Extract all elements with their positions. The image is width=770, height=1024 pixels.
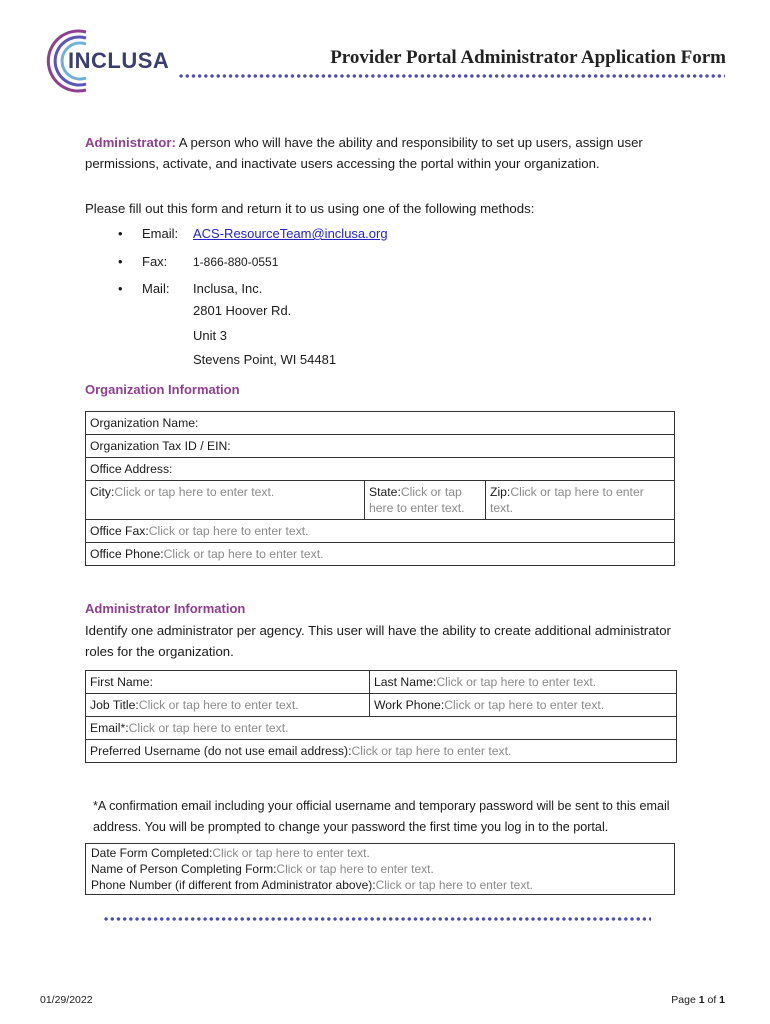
job-title-label: Job Title:: [90, 698, 139, 712]
state-label: State:: [369, 485, 401, 499]
org-tax-cell[interactable]: [86, 435, 675, 458]
footer-date: 01/29/2022: [40, 994, 93, 1006]
office-fax-label: Office Fax:: [90, 524, 149, 538]
bullet-icon: •: [118, 226, 123, 241]
page-current: 1: [698, 994, 705, 1006]
email-link[interactable]: ACS-ResourceTeam@inclusa.org: [193, 226, 388, 241]
date-completed-cell[interactable]: [86, 844, 675, 895]
zip-cell[interactable]: [486, 481, 675, 520]
admin-info-table: [85, 670, 677, 763]
admin-email-label: Email*:: [90, 721, 129, 735]
confirmation-note: *A confirmation email including your official username and temporary password will be sent to this email address. You will be prompted to change your password the first time you log in to the portal.: [93, 799, 670, 834]
admin-email-cell[interactable]: [86, 717, 677, 740]
admin-section-heading: Administrator Information: [85, 601, 246, 616]
intro-paragraph: [85, 132, 685, 174]
city-input[interactable]: Click or tap here to enter text.: [114, 485, 275, 499]
page-title: Provider Portal Administrator Application Form: [330, 47, 726, 68]
last-name-input[interactable]: Click or tap here to enter text.: [436, 675, 597, 689]
mail-line: 2801 Hoover Rd.: [193, 303, 292, 318]
username-input[interactable]: Click or tap here to enter text.: [351, 744, 512, 758]
office-address-cell[interactable]: [86, 458, 675, 481]
office-fax-cell[interactable]: [86, 520, 675, 543]
work-phone-label: Work Phone:: [374, 698, 445, 712]
city-label: City:: [90, 485, 115, 499]
office-phone-label: Office Phone:: [90, 547, 164, 561]
org-tax-label: Organization Tax ID / EIN:: [90, 439, 231, 453]
zip-input[interactable]: Click or tap here to enter text.: [490, 485, 644, 515]
work-phone-cell[interactable]: [370, 694, 677, 717]
zip-label: Zip:: [490, 485, 511, 499]
admin-description: Identify one administrator per agency. This user will have the ability to create additional administrator roles for the organization.: [85, 623, 671, 659]
username-cell[interactable]: [86, 740, 677, 763]
username-label: Preferred Username (do not use email address):: [90, 744, 352, 758]
page-total: 1: [719, 994, 725, 1006]
fax-number: 1-866-880-0551: [193, 255, 279, 269]
job-title-cell[interactable]: [86, 694, 370, 717]
first-name-cell[interactable]: [86, 671, 370, 694]
instructions-text: Please fill out this form and return it to us using one of the following methods:: [85, 201, 535, 216]
fax-method-label: Fax:: [142, 254, 168, 269]
completion-table: [85, 843, 675, 895]
mail-line: Stevens Point, WI 54481: [193, 352, 337, 367]
bullet-icon: •: [118, 281, 123, 296]
org-section-heading: Organization Information: [85, 382, 240, 397]
page-prefix: Page: [671, 994, 699, 1006]
office-fax-input[interactable]: Click or tap here to enter text.: [148, 524, 309, 538]
inclusa-logo: [46, 26, 170, 96]
mail-line: Unit 3: [193, 328, 227, 343]
intro-term: Administrator:: [85, 135, 176, 150]
office-phone-input[interactable]: Click or tap here to enter text.: [163, 547, 324, 561]
org-info-table: [85, 411, 675, 566]
admin-email-input[interactable]: Click or tap here to enter text.: [128, 721, 289, 735]
logo-wordmark: INCLUSA: [68, 48, 170, 73]
completer-name-label: Name of Person Completing Form:: [91, 862, 277, 876]
mail-line: Inclusa, Inc.: [193, 281, 263, 296]
office-address-label: Office Address:: [90, 462, 173, 476]
date-completed-input[interactable]: Click or tap here to enter text.: [212, 846, 370, 860]
completer-phone-label: Phone Number (if different from Administrator above):: [91, 878, 376, 892]
completer-phone-input[interactable]: Click or tap here to enter text.: [375, 878, 533, 892]
completer-name-input[interactable]: Click or tap here to enter text.: [276, 862, 434, 876]
mail-method-label: Mail:: [142, 281, 170, 296]
dotted-divider-top: [178, 73, 725, 79]
state-cell[interactable]: [365, 481, 486, 520]
last-name-cell[interactable]: [370, 671, 677, 694]
bullet-icon: •: [118, 254, 123, 269]
org-name-cell[interactable]: [86, 412, 675, 435]
city-cell[interactable]: [86, 481, 365, 520]
dotted-divider-bottom: [103, 916, 651, 922]
page-number: [671, 994, 725, 1006]
last-name-label: Last Name:: [374, 675, 437, 689]
job-title-input[interactable]: Click or tap here to enter text.: [138, 698, 299, 712]
intro-definition: A person who will have the ability and responsibility to set up users, assign user permissions, activate, and inactivate users accessing the portal within your organization.: [85, 135, 643, 171]
org-name-label: Organization Name:: [90, 416, 199, 430]
page-of: of: [704, 994, 720, 1006]
first-name-label: First Name:: [90, 675, 153, 689]
email-method-label: Email:: [142, 226, 179, 241]
work-phone-input[interactable]: Click or tap here to enter text.: [444, 698, 605, 712]
date-completed-label: Date Form Completed:: [91, 846, 213, 860]
office-phone-cell[interactable]: [86, 543, 675, 566]
state-input[interactable]: Click or tap here to enter text.: [369, 485, 465, 515]
